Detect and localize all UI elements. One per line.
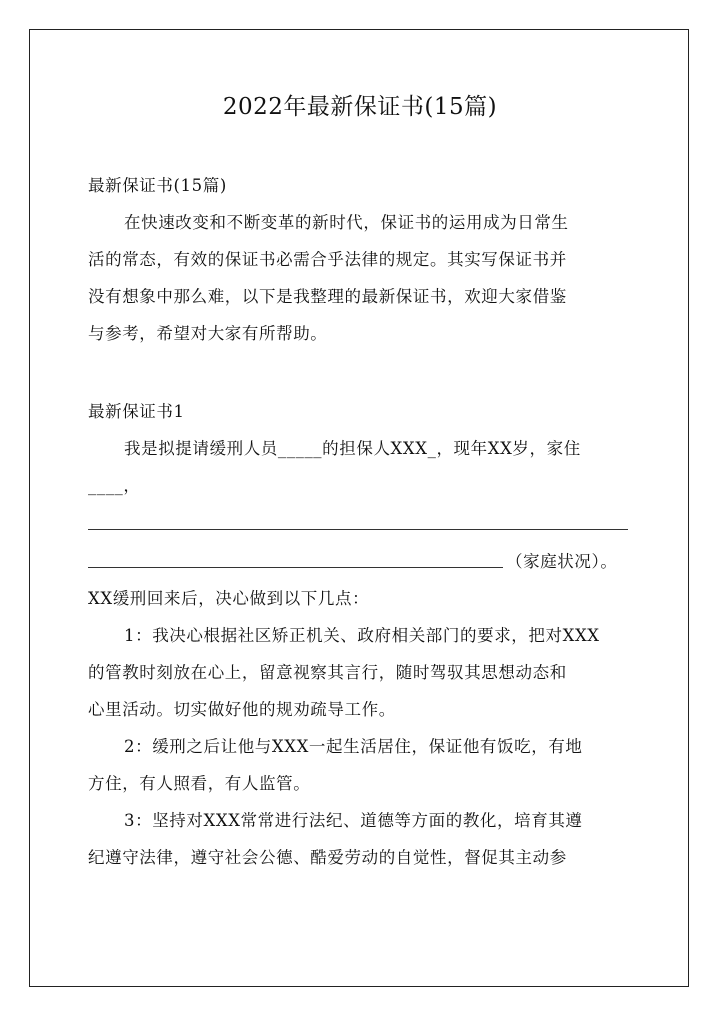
section-heading-1: 最新保证书1 (88, 402, 185, 421)
intro-line-4: 与参考，希望对大家有所帮助。 (88, 324, 328, 343)
item-1-line-2: 的管教时刻放在心上，留意视察其言行，随时驾驭其思想动态和 (88, 663, 567, 682)
item-2-line-2: 方住，有人照看，有人监管。 (88, 774, 311, 793)
item-3-line-2: 纪遵守法律，遵守社会公德、酷爱劳动的自觉性，督促其主动参 (88, 848, 567, 867)
blank-line-1 (88, 529, 628, 530)
document-title: 2022年最新保证书(15篇) (222, 94, 498, 120)
item-3-line-1: 3：坚持对XXX常常进行法纪、道德等方面的教化，培育其遵 (124, 811, 583, 830)
blank-line-2 (88, 567, 503, 568)
item-1-line-3: 心里活动。切实做好他的规劝疏导工作。 (88, 700, 396, 719)
item-1-line-1: 1：我决心根据社区矫正机关、政府相关部门的要求，把对XXX (124, 626, 600, 645)
family-status-label: （家庭状况）。 (506, 552, 618, 571)
intro-line-3: 没有想象中那么难，以下是我整理的最新保证书，欢迎大家借鉴 (88, 287, 567, 306)
body-line-3: XX缓刑回来后，决心做到以下几点： (88, 589, 370, 608)
body-line-2: ____， (88, 476, 141, 495)
section-heading-intro: 最新保证书(15篇) (88, 176, 227, 195)
item-2-line-1: 2：缓刑之后让他与XXX一起生活居住，保证他有饭吃，有地 (124, 737, 583, 756)
intro-line-2: 活的常态，有效的保证书必需合乎法律的规定。其实写保证书并 (88, 250, 567, 269)
body-line-1: 我是拟提请缓刑人员_____的担保人XXX_，现年XX岁，家住 (124, 439, 581, 458)
intro-line-1: 在快速改变和不断变革的新时代，保证书的运用成为日常生 (124, 213, 569, 232)
